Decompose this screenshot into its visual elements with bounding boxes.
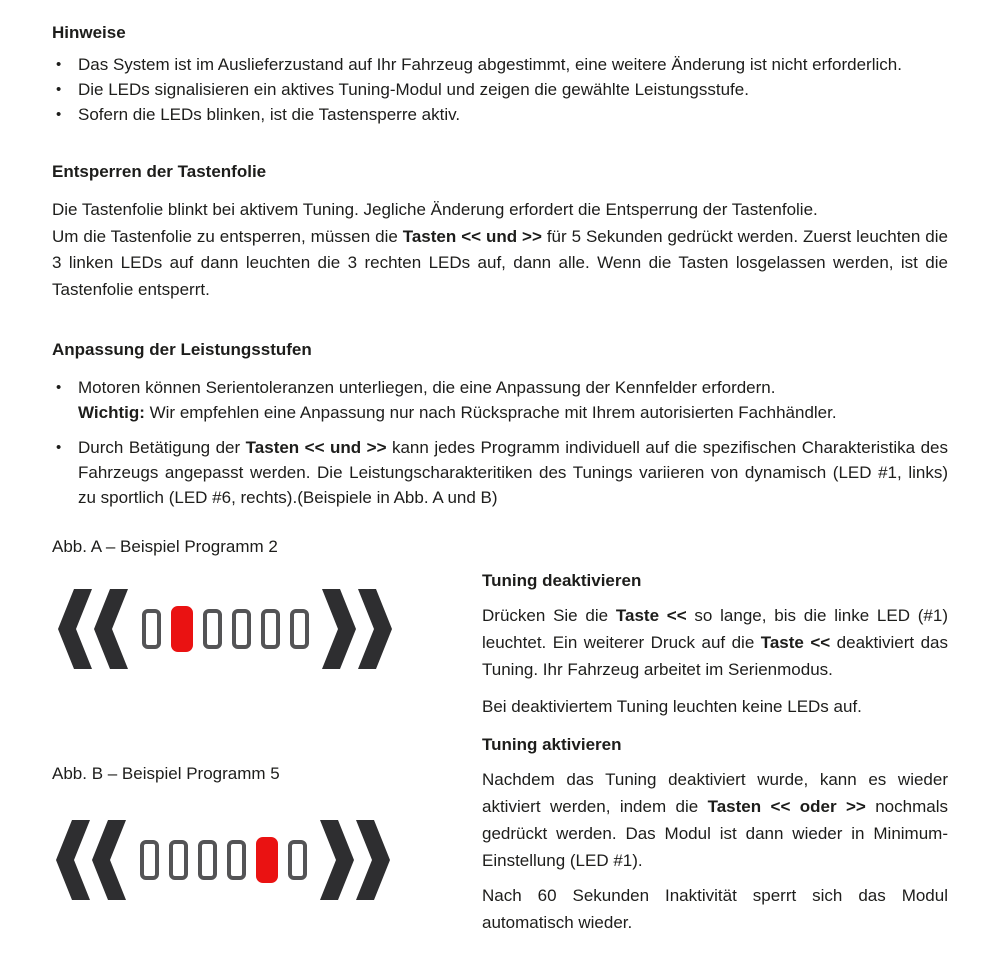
text-run: Drücken Sie die [482,606,616,625]
text-run-bold: Tasten << oder >> [707,797,866,816]
text-run-bold: Tasten << und >> [245,438,387,457]
text-run-bold: Tasten << und >> [402,226,542,246]
bullet-text: Sofern die LEDs blinken, ist die Tastensperre aktiv. [78,105,461,124]
figure-a-led-panel [58,589,392,669]
bullet-text: Das System ist im Auslieferzustand auf Ihr Fahrzeug abgestimmt, eine weitere Änderung ist nicht erforderlich. [78,55,902,74]
list-item [52,435,948,510]
figures-column [52,534,482,936]
led-indicator-4 [232,609,251,649]
led-indicator-6 [290,609,309,649]
list-item [52,77,948,102]
led-indicator-2 [169,840,188,880]
hinweise-bullet-list [52,52,948,127]
text-run: Nachdem das Tuning deaktiviert wurde, kann es wieder aktiviert werden, indem die [482,770,948,816]
text-run-bold: Taste << [760,633,831,652]
bullet-text: Die LEDs signalisieren ein aktives Tuning-Modul und zeigen die gewählte Leistungsstufe. [78,80,749,99]
led-indicator-3 [198,840,217,880]
paragraph-tuning-aktivieren [482,766,948,874]
figure-b-caption: Abb. B – Beispiel Programm 5 [52,764,280,783]
led-indicator-3 [203,609,222,649]
paragraph-tuning-deaktivieren [482,602,948,683]
figure-a-caption: Abb. A – Beispiel Programm 2 [52,537,278,556]
chevrons-right-icon [318,820,390,900]
text-run: kann jedes Programm individuell auf die spezifischen Charakteristika des Fahrzeugs angepasst werden. Die Leistungscharakteritiken des Tunings variieren von dynamisch (LED #1, links) zu sportlich (LED #6, rechts).(Beispiele in Abb. A und B) [78,438,948,507]
section-title-entsperren: Entsperren der Tastenfolie [52,162,267,181]
text-run: Wir empfehlen eine Anpassung nur nach Rücksprache mit Ihrem autorisierten Fachhändler. [144,403,837,422]
section-title-anpassung: Anpassung der Leistungsstufen [52,340,312,359]
bullet-icon: • [56,379,62,396]
text-run: Die Tastenfolie blinkt bei aktivem Tuning. Jegliche Änderung erfordert die Entsperrung der Tastenfolie. [52,200,818,219]
bullet-icon: • [56,106,62,123]
list-item [52,102,948,127]
figure-b-led-row [135,837,312,883]
text-run: Motoren können Serientoleranzen unterliegen, die eine Anpassung der Kennfelder erfordern. [78,378,776,397]
text-run-bold: Wichtig: [78,403,145,422]
text-run: Durch Betätigung der [78,438,246,457]
text-run-bold: Taste << [615,606,687,625]
paragraph-keine-leds: Bei deaktiviertem Tuning leuchten keine LEDs auf. [482,697,862,716]
led-indicator-2 [171,606,193,652]
text-run: nochmals gedrückt werden. Das Modul ist dann wieder in Minimum-Einstellung (LED #1). [482,797,948,870]
tuning-instructions-column [482,534,948,936]
bullet-text [78,435,948,510]
paragraph-inaktivitaet: Nach 60 Sekunden Inaktivität sperrt sich das Modul automatisch wieder. [482,886,948,932]
chevrons-left-icon [56,820,128,900]
led-indicator-6 [288,840,307,880]
section-title-hinweise: Hinweise [52,23,126,42]
text-run: so lange, bis die linke LED (#1) leuchtet. Ein weiterer Druck auf die [482,606,948,652]
figures-section [52,534,948,936]
text-run: für 5 Sekunden gedrückt werden. Zuerst leuchten die 3 linken LEDs auf dann leuchten die 3 rechten LEDs auf, dann alle. Wenn die Tasten losgelassen werden, ist die Tastenfolie entsperrt. [52,226,948,299]
chevrons-right-icon [320,589,392,669]
figure-b-led-panel [56,820,390,900]
bullet-text [78,375,948,425]
led-indicator-1 [140,840,159,880]
bullet-icon: • [56,56,62,73]
led-indicator-5 [261,609,280,649]
text-run: deaktiviert das Tuning. Ihr Fahrzeug arbeitet im Serienmodus. [482,633,948,679]
list-item [52,375,948,425]
paragraph-entsperren [52,197,948,303]
led-indicator-5 [256,837,278,883]
figure-a-led-row [137,606,314,652]
section-title-tuning-aktivieren: Tuning aktivieren [482,735,622,754]
chevrons-left-icon [58,589,130,669]
bullet-icon: • [56,439,62,456]
bullet-icon: • [56,81,62,98]
section-title-tuning-deaktivieren: Tuning deaktivieren [482,571,642,590]
text-run: Um die Tastenfolie zu entsperren, müssen die [52,226,403,246]
led-indicator-1 [142,609,161,649]
led-indicator-4 [227,840,246,880]
list-item [52,52,948,77]
